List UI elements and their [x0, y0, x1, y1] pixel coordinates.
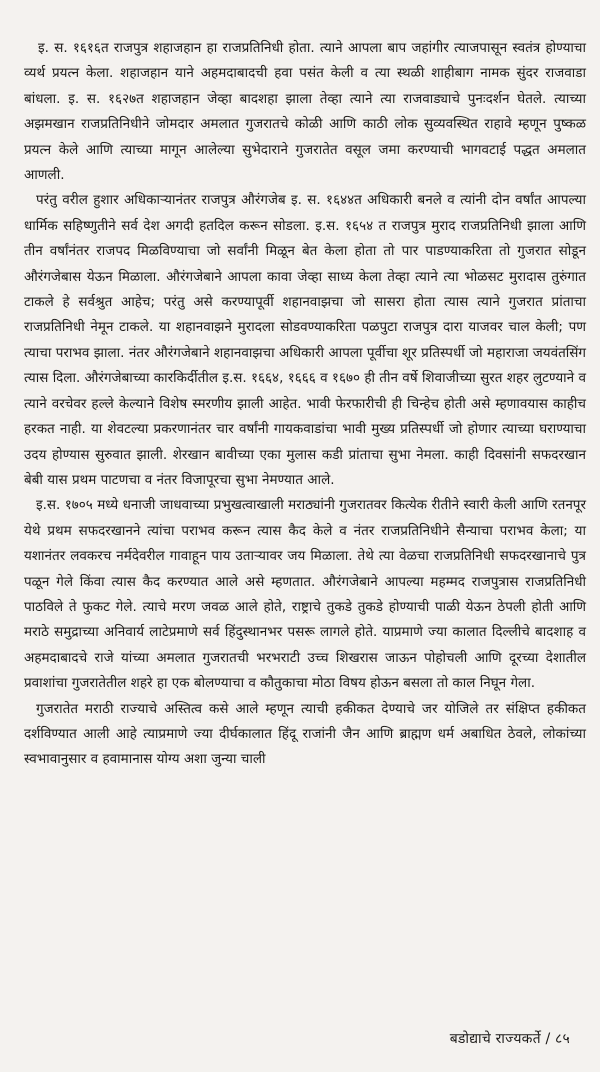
page-number: ८५ — [555, 1031, 570, 1047]
paragraph-2: परंतु वरील हुशार अधिकाऱ्यानंतर राजपुत्र औरंगजेब इ. स. १६४४त अधिकारी बनले व त्यांनी दोन वर्षांत आपल्या धार्मिक सहिष्णुतीने सर्व देश अगदी हतदिल करून सोडला. इ.स. १६५४ त राजपुत्र मुराद राजप्रतिनिधी झाला आणि तीन वर्षांनंतर राजपद मिळविण्याचा जो सर्वांनी मिळून बेत केला होता तो पार पाडण्याकरिता तो गुजरात सोडून औरंगजेबास येऊन मिळाला. औरंगजेबाने आपला कावा जेव्हा साध्य केला तेव्हा त्याने त्या भोळसट मुरादास तुरुंगात टाकले हे सर्वश्रुत आहेच; परंतु असे करण्यापूर्वी शहानवाझचा जो सासरा होता त्यास त्याने गुजरात प्रांताचा राजप्रतिनिधी नेमून टाकले. या शहानवाझने मुरादला सोडवण्याकरिता पळपुटा राजपुत्र दारा याजवर चाल केली; पण त्याचा पराभव झाला. नंतर औरंगजेबाने शहानवाझचा अधिकारी आपला पूर्वीचा शूर प्रतिस्पर्धी जो महाराजा जयवंतसिंग त्यास दिला. औरंगजेबाच्या कारकिर्दीतील इ.स. १६६४, १६६६ व १६७० ही तीन वर्षे शिवाजीच्या सुरत शहर लुटण्याने व त्याने वरचेवर हल्ले केल्याने विशेष स्मरणीय झाली आहेत. भावी फेरफारीची ही चिन्हेच होती असे म्हणावयास काहीच हरकत नाही. या शेवटल्या प्रकरणानंतर चार वर्षांनी गायकवाडांचा भावी मुख्य प्रतिस्पर्धी जो होणार त्याच्या घराण्याचा उदय होण्यास सुरुवात झाली. शेरखान बावीच्या एका मुलास कडी प्रांताचा सुभा नेमला. काही दिवसांनी सफदरखान बेबी यास प्रथम पाटणचा व नंतर विजापूरचा सुभा नेमण्यात आले. — [24, 192, 586, 488]
paragraph-4: गुजरातेत मराठी राज्याचे अस्तित्व कसे आले म्हणून त्याची हकीकत देण्याचे जर योजिले तर संक्षिप्त हकीकत दर्शविण्यात आली आहे त्याप्रमाणे ज्या दीर्घकालात हिंदू राजांनी जैन आणि ब्राह्मण धर्म अबाधित ठेवले, लोकांच्या स्वभावानुसार व हवामानास योग्य अशा जुन्या चाली — [24, 700, 586, 768]
paragraph-3: इ.स. १७०५ मध्ये धनाजी जाधवाच्या प्रभुखत्वाखाली मराठ्यांनी गुजरातवर कित्येक रीतीने स्वारी केली आणि रतनपूर येथे प्रथम सफदरखानने त्यांचा पराभव करून त्यास कैद केले व नंतर राजप्रतिनिधीने सैन्याचा पराभव केला; या यशानंतर लवकरच नर्मदेवरील गावाहून पाय उताऱ्यावर जय मिळाला. तेथे त्या वेळचा राजप्रतिनिधी सफदरखानाचे पुत्र पळून गेले किंवा त्यास कैद करण्यात आले असे म्हणतात. औरंगजेबाने आपल्या महम्मद राजपुत्रास राजप्रतिनिधी पाठविले ते फुकट गेले. त्याचे मरण जवळ आले होते, राष्ट्राचे तुकडे तुकडे होण्याची पाळी येऊन ठेपली होती आणि मराठे समुद्राच्या अनिवार्य लाटेप्रमाणे सर्व हिंदुस्थानभर पसरू लागले होते. याप्रमाणे ज्या कालात दिल्लीचे बादशाह व अहमदाबादचे राजे यांच्या अमलात गुजरातची भरभराटी उच्च शिखरास जाऊन पोहोचली आणि दूरच्या देशातील प्रवाशांचा गुजरातेतील शहरे हा एक बोलण्याचा व कौतुकाचा मोठा विषय होऊन बसला तो काल निघून गेला. — [24, 497, 586, 692]
footer-separator: / — [545, 1031, 551, 1047]
running-title: बडोद्याचे राज्यकर्ते — [449, 1031, 541, 1047]
paragraph-1: इ. स. १६१६त राजपुत्र शहाजहान हा राजप्रतिनिधी होता. त्याने आपला बाप जहांगीर त्याजपासून स्वतंत्र होण्याचा व्यर्थ प्रयत्न केला. शहाजहान याने अहमदाबादची हवा पसंत केली व त्या स्थळी शाहीबाग नामक सुंदर राजवाडा बांधला. इ. स. १६२७त शहाजहान जेव्हा बादशहा झाला तेव्हा त्याने त्या राजवाड्याचे पुनःदर्शन घेतले. त्याच्या अझमखान राजप्रतिनिधीने जोमदार अमलात गुजरातचे कोळी आणि काठी लोक सुव्यवस्थित राहावे म्हणून पुष्कळ प्रयत्न केले आणि त्याच्या मागून आलेल्या सुभेदाराने गुजरातेत वसूल जमा करण्याची भागवटाई पद्धत अमलात आणली. — [24, 40, 586, 184]
page-footer — [450, 1029, 570, 1048]
body-text — [24, 36, 586, 773]
